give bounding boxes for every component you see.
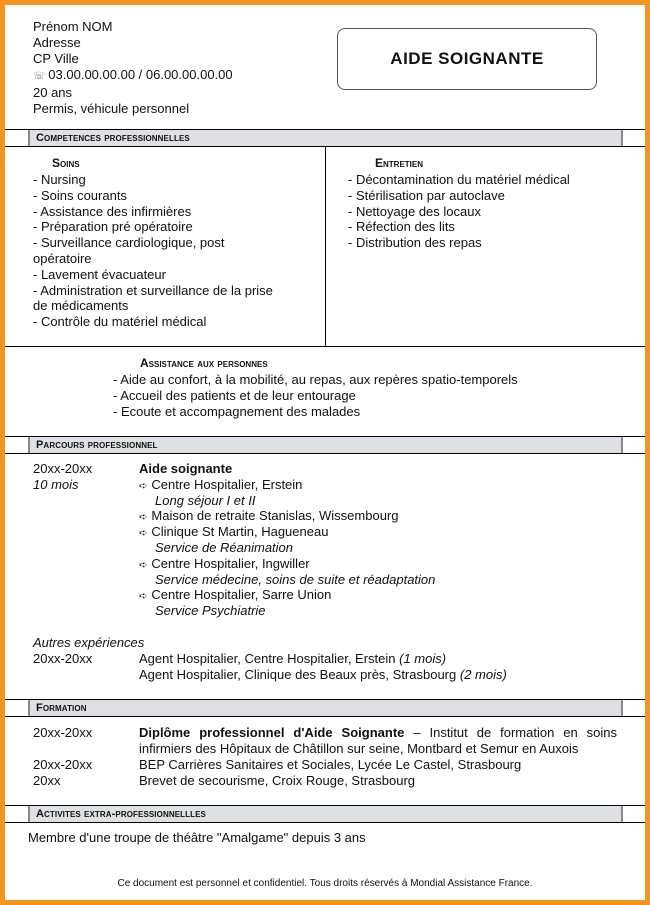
- arrow-icon: ➪: [139, 480, 148, 492]
- list-item: - Nursing: [33, 172, 86, 187]
- parcours-dates: 20xx-20xx: [33, 461, 93, 476]
- formation-entry: BEP Carrières Sanitaires et Sociales, Lycée Le Castel, Strasbourg: [139, 757, 522, 772]
- list-item: - Nettoyage des locaux: [348, 203, 481, 219]
- list-item: - Préparation pré opératoire: [33, 219, 193, 235]
- other-item: [139, 651, 446, 667]
- formation-entry: Brevet de secourisme, Croix Rouge, Strasbourg: [139, 773, 416, 788]
- list-item: - Décontamination du matériel médical: [348, 172, 570, 187]
- parcours-duration: 10 mois: [33, 477, 79, 492]
- list-item: - Assistance des infirmières: [33, 203, 192, 219]
- list-item: - Réfection des lits: [348, 219, 455, 235]
- place-item: [139, 524, 435, 540]
- list-item: - Accueil des patients et de leur entourage: [113, 387, 356, 403]
- place-item: [139, 556, 435, 572]
- arrow-icon: ➪: [139, 528, 148, 540]
- list-item: - Lavement évacuateur: [33, 266, 166, 282]
- age: 20 ans: [33, 85, 73, 100]
- other-text: Agent Hospitalier, Clinique des Beaux près, Strasbourg: [139, 667, 457, 682]
- job-title: AIDE SOIGNANTE: [337, 28, 597, 90]
- place-service: Service médecine, soins de suite et réadaptation: [155, 571, 436, 587]
- column-divider: [325, 146, 326, 346]
- place-service: Service Psychiatrie: [155, 603, 266, 619]
- entretien-heading: Entretien: [375, 156, 424, 170]
- assistance-heading: Assistance aux personnes: [140, 356, 268, 370]
- formation-date: 20xx-20xx: [33, 725, 93, 740]
- section-activites: Activites extra-professionnellles: [28, 806, 623, 822]
- other-item: [139, 667, 507, 683]
- school-cont: infirmiers des Hôpitaux de Châtillon sur seine, Montbard et Semur en Auxois: [139, 741, 579, 756]
- contact-block: [33, 19, 233, 117]
- section-competences: Competences professionnelles: [28, 130, 623, 146]
- section-formation: Formation: [28, 700, 623, 716]
- school: – Institut de formation en soins: [404, 725, 617, 740]
- divider: [5, 453, 645, 454]
- resume-page: [5, 5, 645, 900]
- place-name: Centre Hospitalier, Erstein: [151, 476, 303, 492]
- divider: [5, 822, 645, 823]
- place-item: [139, 587, 435, 603]
- diploma: Diplôme professionnel d'Aide Soignante: [139, 725, 405, 740]
- list-item: - Ecoute et accompagnement des malades: [113, 403, 361, 419]
- other-title: Autres expériences: [33, 635, 145, 650]
- place-service: Service de Réanimation: [155, 539, 294, 555]
- place-name: Centre Hospitalier, Ingwiller: [151, 555, 310, 571]
- soins-heading: Soins: [52, 156, 80, 170]
- name: Prénom NOM: [33, 19, 113, 34]
- other-duration: (1 mois): [399, 651, 447, 666]
- other-duration: (2 mois): [459, 667, 507, 682]
- list-item: opératoire: [33, 250, 92, 266]
- footer-note: Ce document est personnel et confidentiel. Tous droits réservés à Mondial Assistance France.: [117, 878, 533, 889]
- place-name: Clinique St Martin, Hagueneau: [151, 524, 329, 540]
- section-parcours: Parcours professionnel: [28, 437, 623, 453]
- activity-text: Membre d'une troupe de théâtre "Amalgame" depuis 3 ans: [28, 830, 366, 845]
- soins-list: [33, 172, 273, 330]
- list-item: - Soins courants: [33, 187, 127, 203]
- list-item: - Contrôle du matériel médical: [33, 314, 207, 330]
- place-service: Long séjour I et II: [155, 492, 256, 508]
- other-text: Agent Hospitalier, Centre Hospitalier, Erstein: [139, 651, 396, 666]
- place-name: Centre Hospitalier, Sarre Union: [151, 587, 332, 603]
- city: CP Ville: [33, 51, 79, 66]
- list-item: - Surveillance cardiologique, post: [33, 235, 225, 251]
- role: Aide soignante: [139, 461, 233, 476]
- divider: [5, 346, 645, 347]
- formation-date: 20xx-20xx: [33, 757, 93, 772]
- other-dates: 20xx-20xx: [33, 651, 93, 666]
- arrow-icon: ➪: [139, 591, 148, 603]
- list-item: - Aide au confort, à la mobilité, au repas, aux repères spatio-temporels: [113, 372, 518, 387]
- parcours-list: [139, 461, 435, 619]
- arrow-icon: ➪: [139, 559, 148, 571]
- phone: 03.00.00.00.00 / 06.00.00.00.00: [48, 67, 233, 82]
- formation-date: 20xx: [33, 773, 61, 788]
- list-item: - Stérilisation par autoclave: [348, 187, 505, 203]
- entretien-list: [348, 172, 570, 251]
- list-item: - Distribution des repas: [348, 235, 482, 251]
- address: Adresse: [33, 35, 81, 50]
- list-item: de médicaments: [33, 298, 129, 314]
- place-item: [139, 477, 435, 493]
- divider: [5, 716, 645, 717]
- arrow-icon: ➪: [139, 512, 148, 524]
- license: Permis, véhicule personnel: [33, 101, 190, 116]
- assistance-list: [113, 372, 518, 419]
- list-item: - Administration et surveillance de la prise: [33, 282, 273, 298]
- phone-icon: ☏: [33, 71, 49, 82]
- formation-entry: [139, 725, 617, 757]
- place-item: [139, 508, 435, 524]
- place-name: Maison de retraite Stanislas, Wissembourg: [151, 508, 399, 524]
